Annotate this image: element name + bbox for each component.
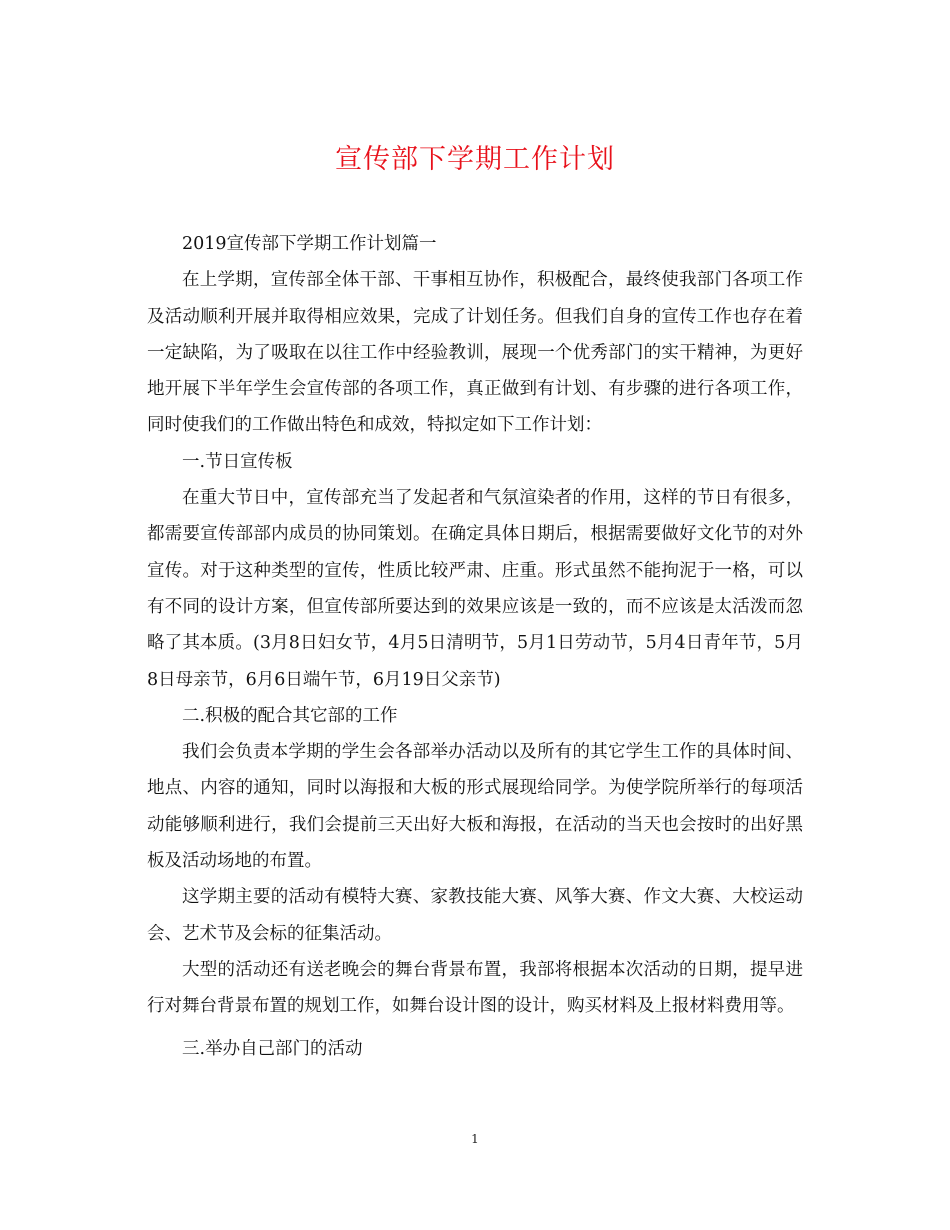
document-subtitle: 2019宣传部下学期工作计划篇一 — [182, 234, 437, 254]
intro-paragraph: 在上学期，宣传部全体干部、干事相互协作，积极配合，最终使我部门各项工作及活动顺利开展并取得相应效果，完成了计划任务。但我们自身的宣传工作也存在着一定缺陷，为了吸取在以往工作中经验教训，展现一个优秀部门的实干精神，为更好地开展下半年学生会宣传部的各项工作，真正做到有计划、有步骤的进行各项工作，同时使我们的工作做出特色和成效，特拟定如下工作计划： — [147, 270, 803, 436]
section-1-heading: 一.节日宣传板 — [182, 451, 293, 472]
document-title: 宣传部下学期工作计划 — [335, 144, 615, 175]
section-2-paragraph-3: 大型的活动还有送老晚会的舞台背景布置，我部将根据本次活动的日期，提早进行对舞台背景布置的规划工作，如舞台设计图的设计，购买材料及上报材料费用等。 — [147, 959, 803, 1017]
page-number: 1 — [471, 1132, 479, 1146]
section-2-paragraph-1: 我们会负责本学期的学生会各部举办活动以及所有的其它学生工作的具体时间、地点、内容的通知，同时以海报和大板的形式展现给同学。为使学院所举行的每项活动能够顺利进行，我们会提前三天出好大板和海报，在活动的当天也会按时的出好黑板及活动场地的布置。 — [147, 742, 803, 872]
section-2-paragraph-2: 这学期主要的活动有模特大赛、家教技能大赛、风筝大赛、作文大赛、大校运动会、艺术节及会标的征集活动。 — [147, 887, 803, 944]
section-2-heading: 二.积极的配合其它部的工作 — [182, 705, 398, 726]
section-3-heading: 三.举办自己部门的活动 — [182, 1038, 363, 1059]
section-1-paragraph: 在重大节日中，宣传部充当了发起者和气氛渲染者的作用，这样的节日有很多，都需要宣传部部内成员的协同策划。在确定具体日期后，根据需要做好文化节的对外宣传。对于这种类型的宣传，性质比较严肃、庄重。形式虽然不能拘泥于一格，可以有不同的设计方案，但宣传部所要达到的效果应该是一致的，而不应该是太活泼而忽略了其本质。(3月8日妇女节，4月5日清明节，5月1日劳动节，5月4日青年节，5月8日母亲节，6月6日端午节，6月19日父亲节) — [147, 488, 803, 690]
document-body — [147, 226, 803, 1067]
